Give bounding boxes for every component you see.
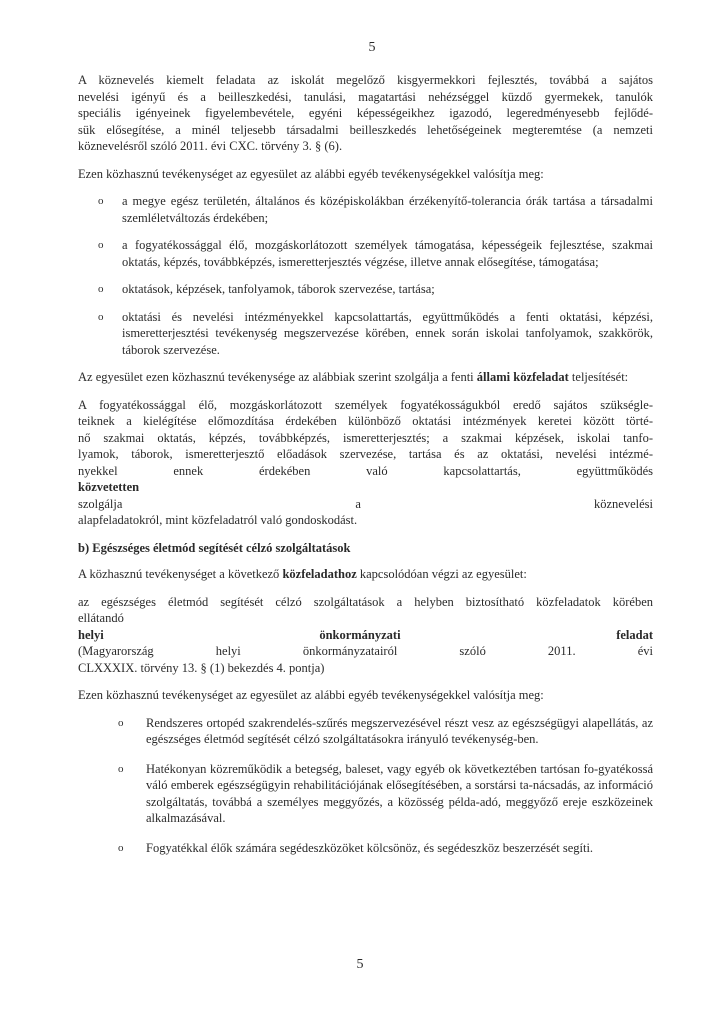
health-line: az egészséges életmód segítését célzó szolgáltatások a helyben biztosítható közfeladatok körében (78, 594, 653, 609)
state-line-text-end: szolgálja a köznevelési (78, 496, 653, 511)
state-task-text-end: teljesítését: (571, 370, 629, 384)
list-item-text: oktatási és nevelési intézményekkel kapcsolattartás, együttműködés a fenti oktatási, képzési, ismeretterjesztési tevékenység megszervezése körében, ennek során iskolai tanfolyamok, szakkörök, táborok szervezése. (122, 309, 653, 357)
list-item-text: Rendszeres ortopéd szakrendelés-szűrés megszervezésével részt vesz az egészségügyi alapellátás, az egészséges életmód segítését célzó szolgáltatásokra irányuló tevékenység-ben. (146, 715, 653, 746)
section1-bullet-list (78, 193, 653, 358)
health-line-text: ellátandó (78, 611, 124, 625)
bullet-marker: o (118, 841, 124, 854)
section-b-heading: b) Egészséges életmód segítését célzó szolgáltatások (78, 540, 351, 555)
health-line: CLXXXIX. törvény 13. § (1) bekezdés 4. pontja) (78, 660, 325, 675)
bullet-marker: o (118, 762, 124, 775)
state-line: teiknek a kielégítése előmozdítása érdekében különböző oktatási intézmények keretei között törté- (78, 414, 653, 428)
list-item (78, 281, 653, 298)
state-line: lyamok, táborok, ismeretterjesztő előadások szervezése, tartása és az oktatási, nevelési intézmé- (78, 447, 653, 461)
list-item-text: oktatások, képzések, tanfolyamok, táborok szervezése, tartása; (122, 282, 435, 296)
intro-line: köznevelésről szóló 2011. évi CXC. törvény 3. § (6). (78, 139, 343, 153)
public-task-emphasis: közfeladathoz (282, 567, 357, 581)
list-item-text: Fogyatékkal élők számára segédeszközöket kölcsönöz, és segédeszköz beszerzését segíti. (146, 840, 594, 855)
health-service-paragraph (78, 594, 653, 677)
intro-paragraph (78, 72, 653, 155)
list-item-text: a megye egész területén, általános és középiskolákban érzékenyítő-tolerancia órák tartása a társadalmi szemléletváltozás érdekében; (122, 194, 653, 225)
page-number-top: 5 (368, 40, 376, 55)
intro-line: A köznevelés kiemelt feladata az iskolát megelőző kisgyermekkori fejlesztés, továbbá a sajátos (78, 73, 653, 87)
intro-line: speciális igényeinek figyelembevétele, egyéni képességeikhez igazodó, legeredményesebb fejlődé- (78, 106, 653, 120)
page-number-bottom: 5 (356, 957, 364, 972)
state-task-emphasis: állami közfeladat (476, 370, 569, 384)
state-task-paragraph (78, 369, 653, 386)
bullet-marker: o (98, 310, 104, 323)
list-item (78, 715, 653, 748)
state-support-paragraph (78, 397, 653, 529)
state-line-text: nyekkel ennek érdekében való kapcsolattartás, együttműködés (78, 463, 653, 478)
list-item (78, 840, 653, 857)
section2-activities-intro: Ezen közhasznú tevékenységet az egyesület az alábbi egyéb tevékenységekkel valósítja meg: (78, 688, 544, 702)
list-item (78, 237, 653, 270)
document-body (78, 72, 653, 869)
public-task-paragraph (78, 566, 653, 583)
bullet-marker: o (98, 239, 104, 251)
state-line: A fogyatékossággal élő, mozgáskorlátozott személyek fogyatékosságukból eredő sajátos szükségle- (78, 397, 653, 412)
state-line (78, 463, 653, 513)
state-line: nő szakmai oktatás, képzés, továbbképzés, ismeretterjesztés; a szakmai képzések, iskolai tanfo- (78, 430, 653, 445)
list-item-text: Hatékonyan közreműködik a betegség, baleset, vagy egyéb ok következtében tartósan fo-gyatékossá váló emberek egészségügyin rehabilitációjának elősegítésében, a sorstársi ta-nácsadás, az információ szolgáltatás, továbbá a személyes meggyőzés, a közösség példa-adó, meggyőző ereje eszközeinek alkalmazásával. (146, 761, 653, 825)
bullet-marker: o (98, 283, 104, 295)
health-line-text-end: (Magyarország helyi önkormányzatairól szóló 2011. évi (78, 644, 653, 658)
health-line (78, 610, 653, 660)
list-item (78, 193, 653, 226)
intro-line: sük elősegítése, a minél teljesebb társadalmi beilleszkedés lehetőségeinek megteremtése (a nemzeti (78, 122, 653, 137)
state-line: alapfeladatokról, mint közfeladatról való gondoskodást. (78, 513, 358, 527)
list-item-text: a fogyatékossággal élő, mozgáskorlátozott személyek támogatása, képességeik fejlesztése, szakmai oktatás, képzés, továbbképzés, ismeretterjesztés végzése, illetve annak elősegítése, támogatása; (122, 238, 653, 269)
public-task-text: A közhasznú tevékenységet a következő (78, 567, 280, 581)
section2-bullet-list (78, 715, 653, 857)
health-line-emphasis: helyi önkormányzati feladat (78, 627, 653, 642)
list-item (78, 309, 653, 359)
state-task-text: Az egyesület ezen közhasznú tevékenysége az alábbiak szerint szolgálja a fenti (78, 370, 474, 384)
bullet-marker: o (118, 716, 124, 729)
intro-line: nevelési igényű és a beilleszkedési, tanulási, magatartási nehézséggel küzdő gyermekek, tanulók (78, 89, 653, 104)
state-line-emphasis: közvetetten (78, 480, 140, 494)
section1-activities-intro: Ezen közhasznú tevékenységet az egyesület az alábbi egyéb tevékenységekkel valósítja meg: (78, 166, 544, 181)
public-task-text-end: kapcsolódóan végzi az egyesület: (359, 567, 527, 581)
list-item (78, 761, 653, 827)
bullet-marker: o (98, 195, 104, 207)
